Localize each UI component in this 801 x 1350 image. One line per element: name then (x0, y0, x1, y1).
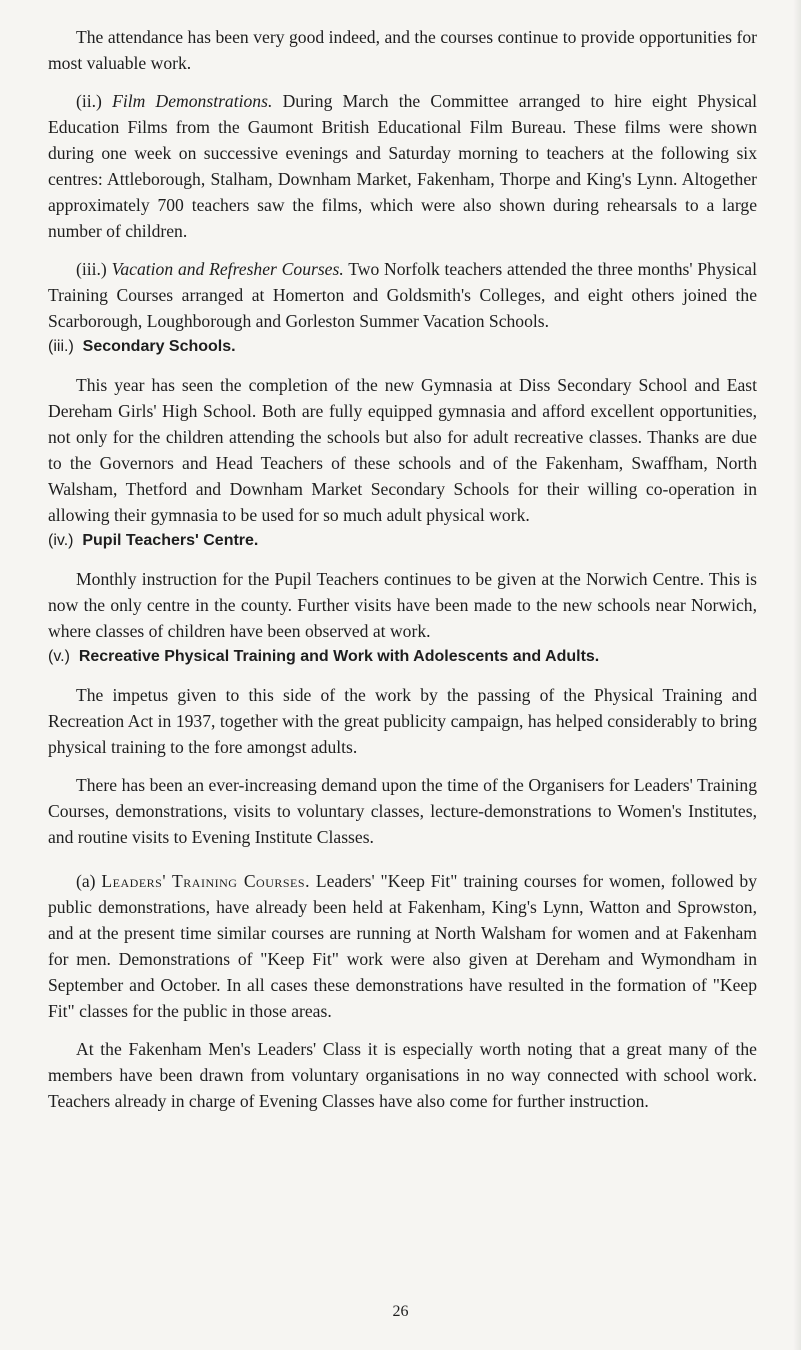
intro-text: The attendance has been very good indeed, and the courses continue to provide opportunities for most valuable work. (48, 27, 757, 73)
secondary-schools-heading (48, 334, 757, 360)
section-title: Film Demonstrations. (112, 91, 273, 111)
section-heading-text: Recreative Physical Training and Work with Adolescents and Adults. (78, 648, 600, 665)
section-text: At the Fakenham Men's Leaders' Class it is especially worth noting that a great many of the members have been drawn from voluntary organisations in no way connected with school work. Teachers already in charge of Evening Classes have also come for further instruction. (48, 1039, 757, 1111)
recreative-paragraph-impetus (48, 682, 757, 760)
section-text: Leaders' "Keep Fit" training courses for women, followed by public demonstrations, have already been held at Fakenham, King's Lynn, Watton and Sprowston, and at the present time similar courses are running at North Walsham for women and at Fakenham for men. Demonstrations of "Keep Fit" work were also given at Dereham and Wymondham in September and October. In all cases these demonstrations have resulted in the formation of "Keep Fit" classes for the public in those areas. (48, 871, 757, 1021)
section-text: The impetus given to this side of the work by the passing of the Physical Training and Recreation Act in 1937, together with the great publicity campaign, has helped considerably to bring physical training to the fore amongst adults. (48, 685, 757, 757)
section-text: During March the Committee arranged to hire eight Physical Education Films from the Gaumont British Educational Film Bureau. These films were shown during one week on successive evenings and Saturday morning to teachers at the following six centres: Attleborough, Stalham, Downham Market, Fakenham, Thorpe and King's Lynn. Altogether approximately 700 teachers saw the films, which were also shown during rehearsals to a large number of children. (48, 91, 757, 241)
recreative-paragraph-demand (48, 772, 757, 850)
film-demonstrations-paragraph (48, 88, 757, 244)
pupil-teachers-paragraph (48, 566, 757, 644)
section-heading-text: Pupil Teachers' Centre. (82, 532, 259, 549)
section-title: Vacation and Refresher Courses. (111, 259, 344, 279)
section-number: (iv.) (48, 532, 74, 549)
recreative-training-heading (48, 644, 757, 670)
secondary-schools-paragraph (48, 372, 757, 528)
fakenham-leaders-paragraph (48, 1036, 757, 1114)
section-number: (iii.) (48, 338, 74, 355)
leaders-training-paragraph (48, 868, 757, 1024)
section-heading-text: Secondary Schools. (82, 338, 236, 355)
section-number: (v.) (48, 648, 70, 665)
section-text: Monthly instruction for the Pupil Teachers continues to be given at the Norwich Centre. This is now the only centre in the county. Further visits have been made to the new schools near Norwich, where classes of children have been observed at work. (48, 569, 757, 641)
subsection-title: Leaders' Training Courses. (101, 871, 310, 891)
section-text: This year has seen the completion of the new Gymnasia at Diss Secondary School and East Dereham Girls' High School. Both are fully equipped gymnasia and afford excellent opportunities, not only for the children attending the schools but also for adult recreative classes. Thanks are due to the Governors and Head Teachers of these schools and of the Fakenham, Swaffham, North Walsham, Thetford and Downham Market Secondary Schools for their willing co-operation in allowing their gymnasia to be used for so much adult physical work. (48, 375, 757, 525)
section-text: There has been an ever-increasing demand upon the time of the Organisers for Leaders' Training Courses, demonstrations, visits to voluntary classes, lecture-demonstrations to Women's Institutes, and routine visits to Evening Institute Classes. (48, 775, 757, 847)
section-number: (iii.) (76, 259, 107, 279)
section-number: (ii.) (76, 91, 102, 111)
page-edge-shadow (793, 0, 801, 1350)
section-text: Two Norfolk teachers attended the three months' Physical Training Courses arranged at Homerton and Goldsmith's Colleges, and eight others joined the Scarborough, Loughborough and Gorleston Summer Vacation Schools. (48, 259, 757, 331)
page-number: 26 (392, 1303, 409, 1320)
subsection-number: (a) (76, 871, 96, 891)
intro-paragraph (48, 24, 757, 76)
pupil-teachers-heading (48, 528, 757, 554)
vacation-courses-paragraph (48, 256, 757, 334)
